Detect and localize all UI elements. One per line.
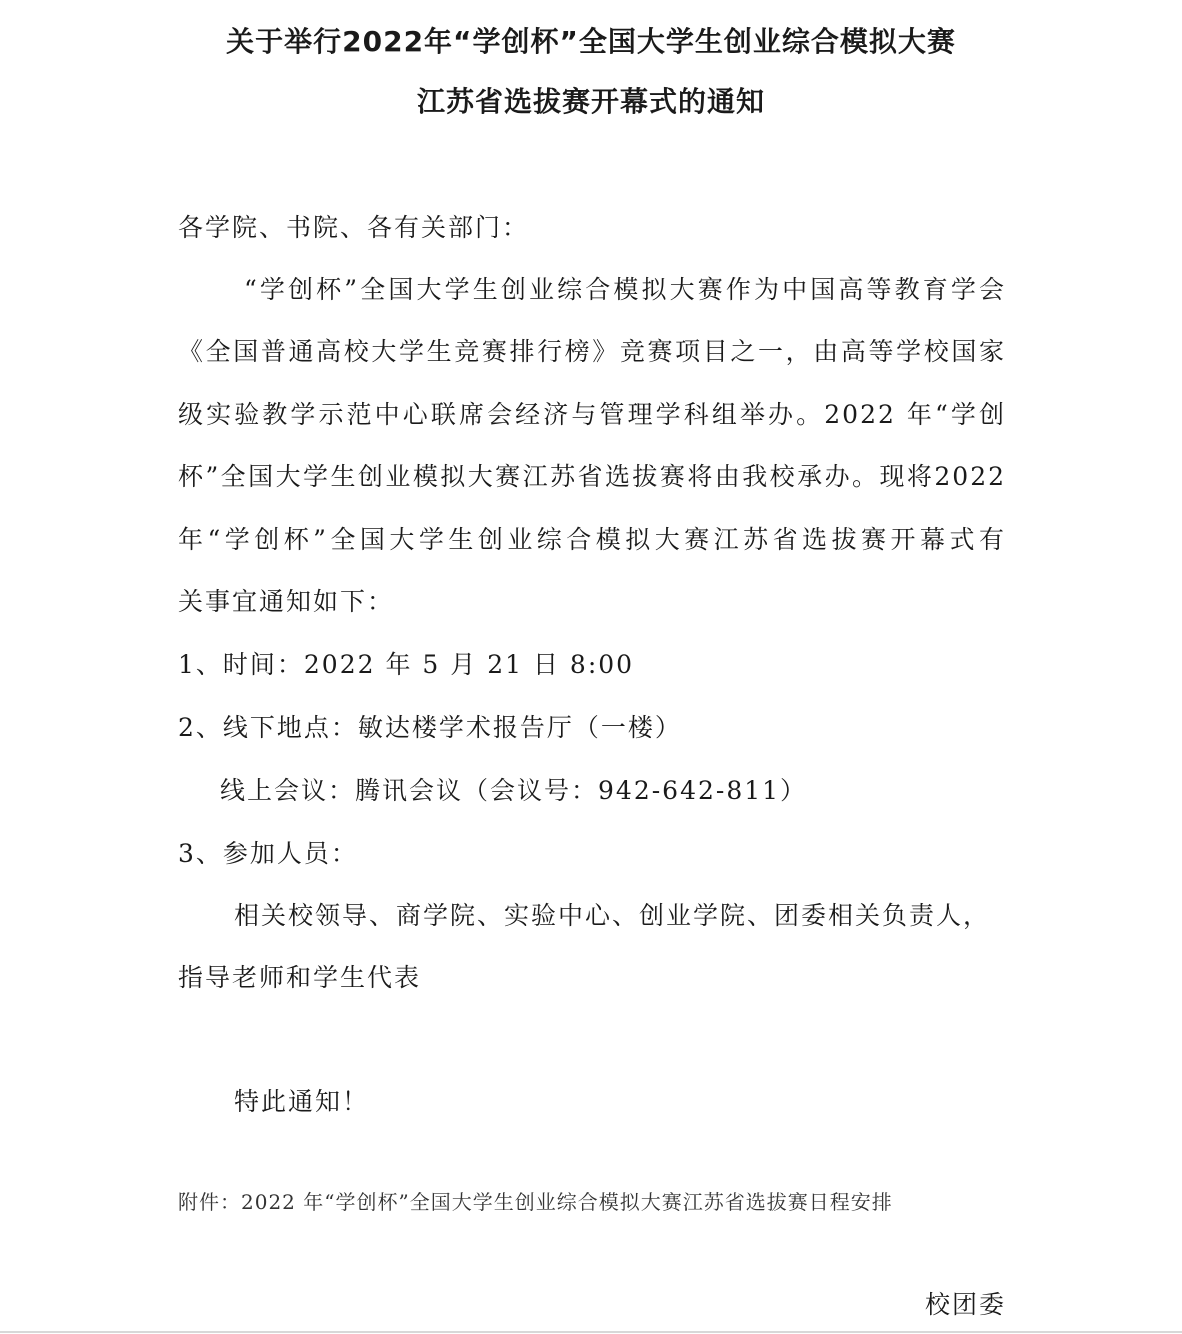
- body-paragraph-line: 关事宜通知如下：: [178, 587, 395, 616]
- body-paragraph-line: 杯”全国大学生创业模拟大赛江苏省选拔赛将由我校承办。现将2022: [178, 462, 1006, 491]
- page-bottom-divider: [0, 1331, 1182, 1333]
- body-paragraph-line: 《全国普通高校大学生竞赛排行榜》竞赛项目之一，由高等学校国家: [178, 337, 1006, 366]
- closing-notice: 特此通知！: [234, 1087, 370, 1116]
- item-participants-line: 相关校领导、商学院、实验中心、创业学院、团委相关负责人，: [234, 901, 991, 930]
- item-location-online: 线上会议：腾讯会议（会议号：942-642-811）: [220, 776, 808, 805]
- item-location-offline: 2、线下地点：敏达楼学术报告厅（一楼）: [178, 713, 682, 742]
- body-paragraph-line: “学创杯”全国大学生创业综合模拟大赛作为中国高等教育学会: [244, 275, 1006, 304]
- document-title-line-2: 江苏省选拔赛开幕式的通知: [416, 85, 765, 118]
- attachment-note: 附件：2022 年“学创杯”全国大学生创业综合模拟大赛江苏省选拔赛日程安排: [178, 1190, 893, 1214]
- item-participants-label: 3、参加人员：: [178, 839, 358, 868]
- body-paragraph-line: 级实验教学示范中心联席会经济与管理学科组举办。2022 年“学创: [178, 400, 1006, 429]
- item-time: 1、时间：2022 年 5 月 21 日 8:00: [178, 650, 635, 679]
- signature: 校团委: [925, 1290, 1007, 1319]
- salutation: 各学院、书院、各有关部门：: [178, 213, 530, 242]
- item-participants-line: 指导老师和学生代表: [178, 963, 422, 992]
- body-paragraph-line: 年“学创杯”全国大学生创业综合模拟大赛江苏省选拔赛开幕式有: [178, 525, 1006, 554]
- document-title-line-1: 关于举行2022年“学创杯”全国大学生创业综合模拟大赛: [226, 25, 956, 58]
